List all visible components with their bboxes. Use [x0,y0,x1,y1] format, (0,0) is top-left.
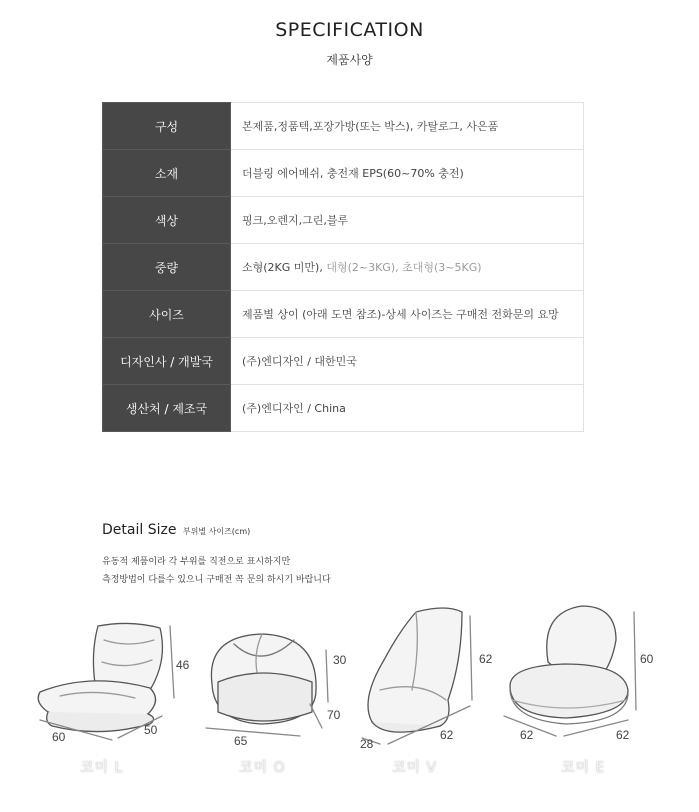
spec-label: 색상 [103,197,231,244]
chair-v-depth: 62 [440,728,454,742]
spec-value: 제품별 상이 (아래 도면 참조)-상세 사이즈는 구매전 전화문의 요망 [231,291,584,338]
chair-e-drawing [504,606,636,736]
chair-e-depth: 62 [616,728,630,742]
spec-value: 더블링 에어메쉬, 충전재 EPS(60~70% 충전) [231,150,584,197]
spec-label: 소재 [103,150,231,197]
spec-value: (주)엔디자인 / 대한민국 [231,338,584,385]
detail-note: 유동적 제품이라 각 부위를 직전으로 표시하지만 [102,557,291,567]
chair-o-height: 30 [333,653,347,667]
chair-name-e: 코미 E [561,760,606,776]
detail-title-text: Detail Size [102,522,177,538]
chair-name-o: 코미 O [239,760,286,776]
spec-label: 디자인사 / 개발국 [103,338,231,385]
spec-value: 핑크,오렌지,그린,블루 [231,197,584,244]
detail-note: 측정방법이 다를수 있으니 구매전 꼭 문의 하시기 바랍니다 [102,575,331,585]
spec-value: 본제품,정품텍,포장가방(또는 박스), 카탈로그, 사은품 [231,103,584,150]
chair-l-depth: 50 [144,723,158,737]
chair-o-drawing [206,634,328,736]
chair-name-l: 코미 L [80,760,124,776]
chair-v-drawing [362,608,472,744]
chair-l-width: 60 [52,730,66,744]
chair-name-v: 코미 V [392,760,438,776]
spec-label: 생산처 / 제조국 [103,385,231,432]
spec-value: (주)엔디자인 / China [231,385,584,432]
spec-label: 중량 [103,244,231,291]
chair-o-depth: 70 [327,708,341,722]
chair-o-width: 65 [234,734,248,748]
chair-l-height: 46 [176,658,190,672]
chair-e-height: 60 [640,652,654,666]
spec-label: 구성 [103,103,231,150]
chair-v-width: 28 [360,737,374,751]
chair-e-width: 62 [520,728,534,742]
page-title: SPECIFICATION [275,19,424,41]
spec-value: 소형(2KG 미만), 대형(2~3KG), 초대형(3~5KG) [231,244,584,291]
detail-title-unit: 부위별 사이즈(cm) [182,527,251,536]
spec-value-muted: 대형(2~3KG), 초대형(3~5KG) [322,261,482,274]
spec-label: 사이즈 [103,291,231,338]
chair-v-height: 62 [479,652,493,666]
page-subtitle: 제품사양 [326,53,373,67]
